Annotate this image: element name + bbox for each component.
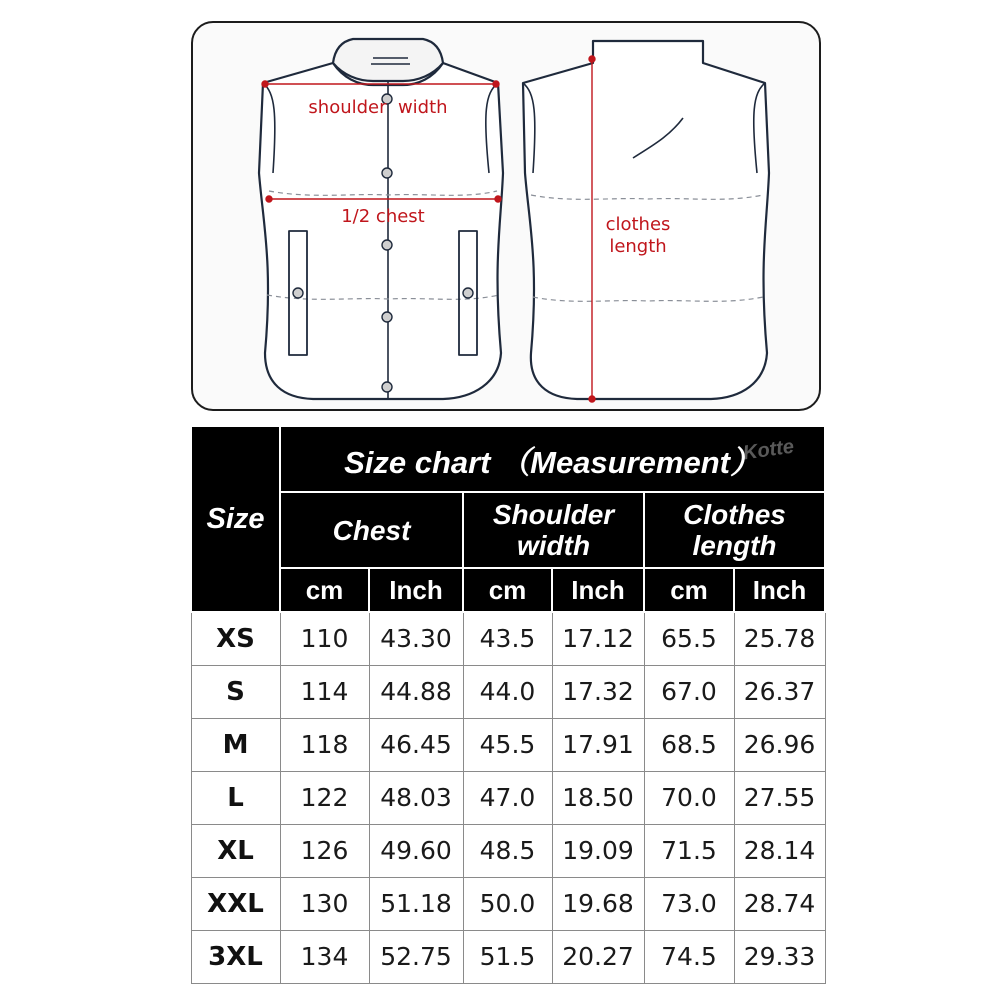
measurement-cell: 17.91	[552, 718, 644, 771]
measurement-cell: 126	[280, 824, 369, 877]
measurement-cell: 20.27	[552, 930, 644, 983]
measurement-cell: 122	[280, 771, 369, 824]
length-group-header: Clothes length	[644, 492, 825, 568]
measurement-cell: 19.09	[552, 824, 644, 877]
size-cell: XL	[191, 824, 280, 877]
measurement-cell: 26.96	[734, 718, 825, 771]
measurement-cell: 17.12	[552, 612, 644, 665]
table-row	[191, 771, 825, 824]
measurement-cell: 28.74	[734, 877, 825, 930]
measurement-cell: 65.5	[644, 612, 734, 665]
size-column-header: Size	[191, 426, 280, 612]
watermark-logo: Kotte	[741, 435, 796, 465]
measurement-cell: 71.5	[644, 824, 734, 877]
measurement-cell: 18.50	[552, 771, 644, 824]
clothes-length-label: clothes length	[605, 214, 671, 257]
table-row	[191, 612, 825, 665]
measurement-cell: 51.18	[369, 877, 463, 930]
measurement-cell: 50.0	[463, 877, 552, 930]
measurement-cell: 48.5	[463, 824, 552, 877]
measurement-cell: 130	[280, 877, 369, 930]
chart-title	[280, 426, 825, 492]
table-row	[191, 665, 825, 718]
unit-header: cm	[463, 568, 552, 612]
measurement-cell: 44.0	[463, 665, 552, 718]
measurement-cell: 114	[280, 665, 369, 718]
garment-diagram-panel	[191, 21, 821, 411]
measurement-cell: 27.55	[734, 771, 825, 824]
size-rows	[191, 612, 825, 983]
unit-header: cm	[644, 568, 734, 612]
measurement-cell: 25.78	[734, 612, 825, 665]
measurement-cell: 43.30	[369, 612, 463, 665]
measurement-cell: 74.5	[644, 930, 734, 983]
measurement-cell: 48.03	[369, 771, 463, 824]
measurement-cell: 67.0	[644, 665, 734, 718]
measurement-cell: 26.37	[734, 665, 825, 718]
size-cell: M	[191, 718, 280, 771]
vest-illustration	[193, 23, 823, 413]
measurement-cell: 110	[280, 612, 369, 665]
table-row	[191, 877, 825, 930]
size-cell: XXL	[191, 877, 280, 930]
measurement-cell: 43.5	[463, 612, 552, 665]
half-chest-label: 1/2 chest	[341, 206, 425, 227]
measurement-cell: 134	[280, 930, 369, 983]
measurement-cell: 51.5	[463, 930, 552, 983]
size-cell: S	[191, 665, 280, 718]
measurement-cell: 44.88	[369, 665, 463, 718]
measurement-cell: 52.75	[369, 930, 463, 983]
measurement-cell: 73.0	[644, 877, 734, 930]
measurement-cell: 46.45	[369, 718, 463, 771]
chest-group-header: Chest	[280, 492, 463, 568]
unit-header: Inch	[369, 568, 463, 612]
measurement-cell: 29.33	[734, 930, 825, 983]
measurement-cell: 17.32	[552, 665, 644, 718]
size-cell: XS	[191, 612, 280, 665]
table-row	[191, 718, 825, 771]
table-row	[191, 930, 825, 983]
table-row	[191, 824, 825, 877]
shoulder-group-header: Shoulder width	[463, 492, 644, 568]
shoulder-width-label: shoulder width	[308, 97, 448, 118]
measurement-cell: 70.0	[644, 771, 734, 824]
size-cell: 3XL	[191, 930, 280, 983]
unit-header: Inch	[552, 568, 644, 612]
measurement-cell: 68.5	[644, 718, 734, 771]
measurement-cell: 28.14	[734, 824, 825, 877]
size-cell: L	[191, 771, 280, 824]
unit-header: Inch	[734, 568, 825, 612]
chart-title-text: Size chart （Measurement）	[344, 444, 761, 480]
measurement-cell: 118	[280, 718, 369, 771]
measurement-cell: 49.60	[369, 824, 463, 877]
unit-header: cm	[280, 568, 369, 612]
size-chart-table	[190, 425, 826, 984]
measurement-cell: 47.0	[463, 771, 552, 824]
measurement-cell: 19.68	[552, 877, 644, 930]
measurement-cell: 45.5	[463, 718, 552, 771]
